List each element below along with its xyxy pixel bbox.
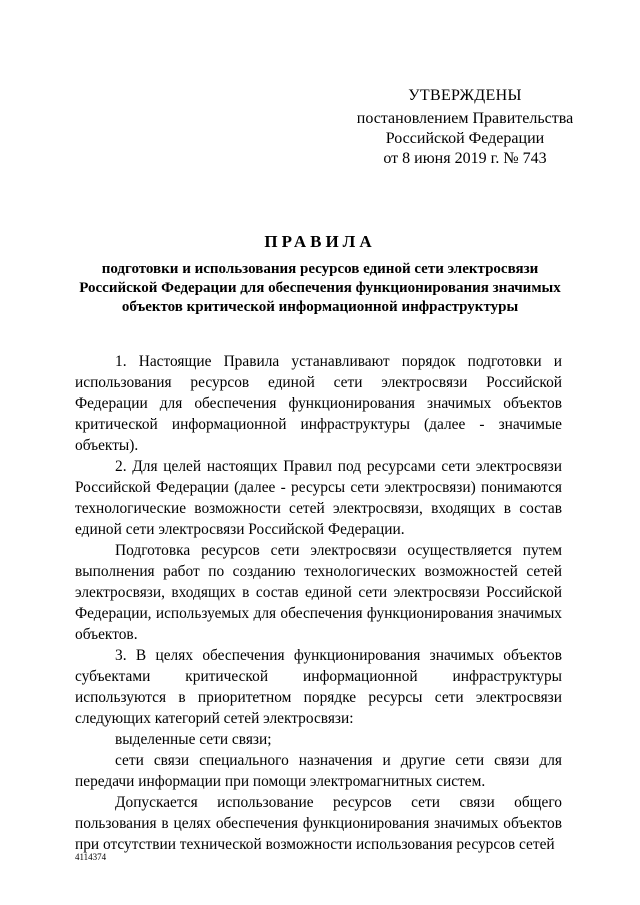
paragraph-6: сети связи специального назначения и другие сети связи для передачи информации при помощи электромагнитных систем. bbox=[75, 752, 562, 790]
approval-line-1: постановлением Правительства bbox=[356, 110, 574, 127]
document-body bbox=[75, 351, 562, 855]
paragraph-2: 2. Для целей настоящих Правил под ресурсами сети электросвязи Российской Федерации (далее - ресурсы сети электросвязи) понимаются технологические возможности сетей электросвязи, входящих в состав единой сети электросвязи Российской Федерации. bbox=[75, 458, 562, 538]
approval-stamp bbox=[330, 86, 600, 169]
paragraph-4: 3. В целях обеспечения функционирования значимых объектов субъектами критической информационной инфраструктуры используются в приоритетном порядке ресурсы сети электросвязи следующих категорий сетей электросвязи: bbox=[75, 647, 562, 727]
document-title: ПРАВИЛА bbox=[264, 232, 376, 251]
paragraph-7: Допускается использование ресурсов сети связи общего пользования в целях обеспечения функционирования значимых объектов при отсутствии технической возможности использования ресурсов сетей bbox=[75, 794, 562, 853]
approval-heading: УТВЕРЖДЕНЫ bbox=[408, 87, 522, 104]
paragraph-5: выделенные сети связи; bbox=[115, 731, 272, 748]
paragraph-3: Подготовка ресурсов сети электросвязи осуществляется путем выполнения работ по созданию технологических возможностей сетей электросвязи, входящих в состав единой сети электросвязи Российской Федерации, используемых для обеспечения функционирования значимых объектов. bbox=[75, 542, 562, 643]
footer-document-code: 4114374 bbox=[75, 852, 107, 862]
approval-line-3: от 8 июня 2019 г. № 743 bbox=[383, 150, 547, 167]
paragraph-1: 1. Настоящие Правила устанавливают порядок подготовки и использования ресурсов единой сети электросвязи Российской Федерации для обеспечения функционирования значимых объектов критической информационной инфраструктуры (далее - значимые объекты). bbox=[75, 353, 562, 454]
document-subtitle: подготовки и использования ресурсов единой сети электросвязи Российской Федерации для обеспечения функционирования значимых объектов критической информационной инфраструктуры bbox=[79, 261, 561, 315]
approval-line-2: Российской Федерации bbox=[385, 130, 545, 147]
